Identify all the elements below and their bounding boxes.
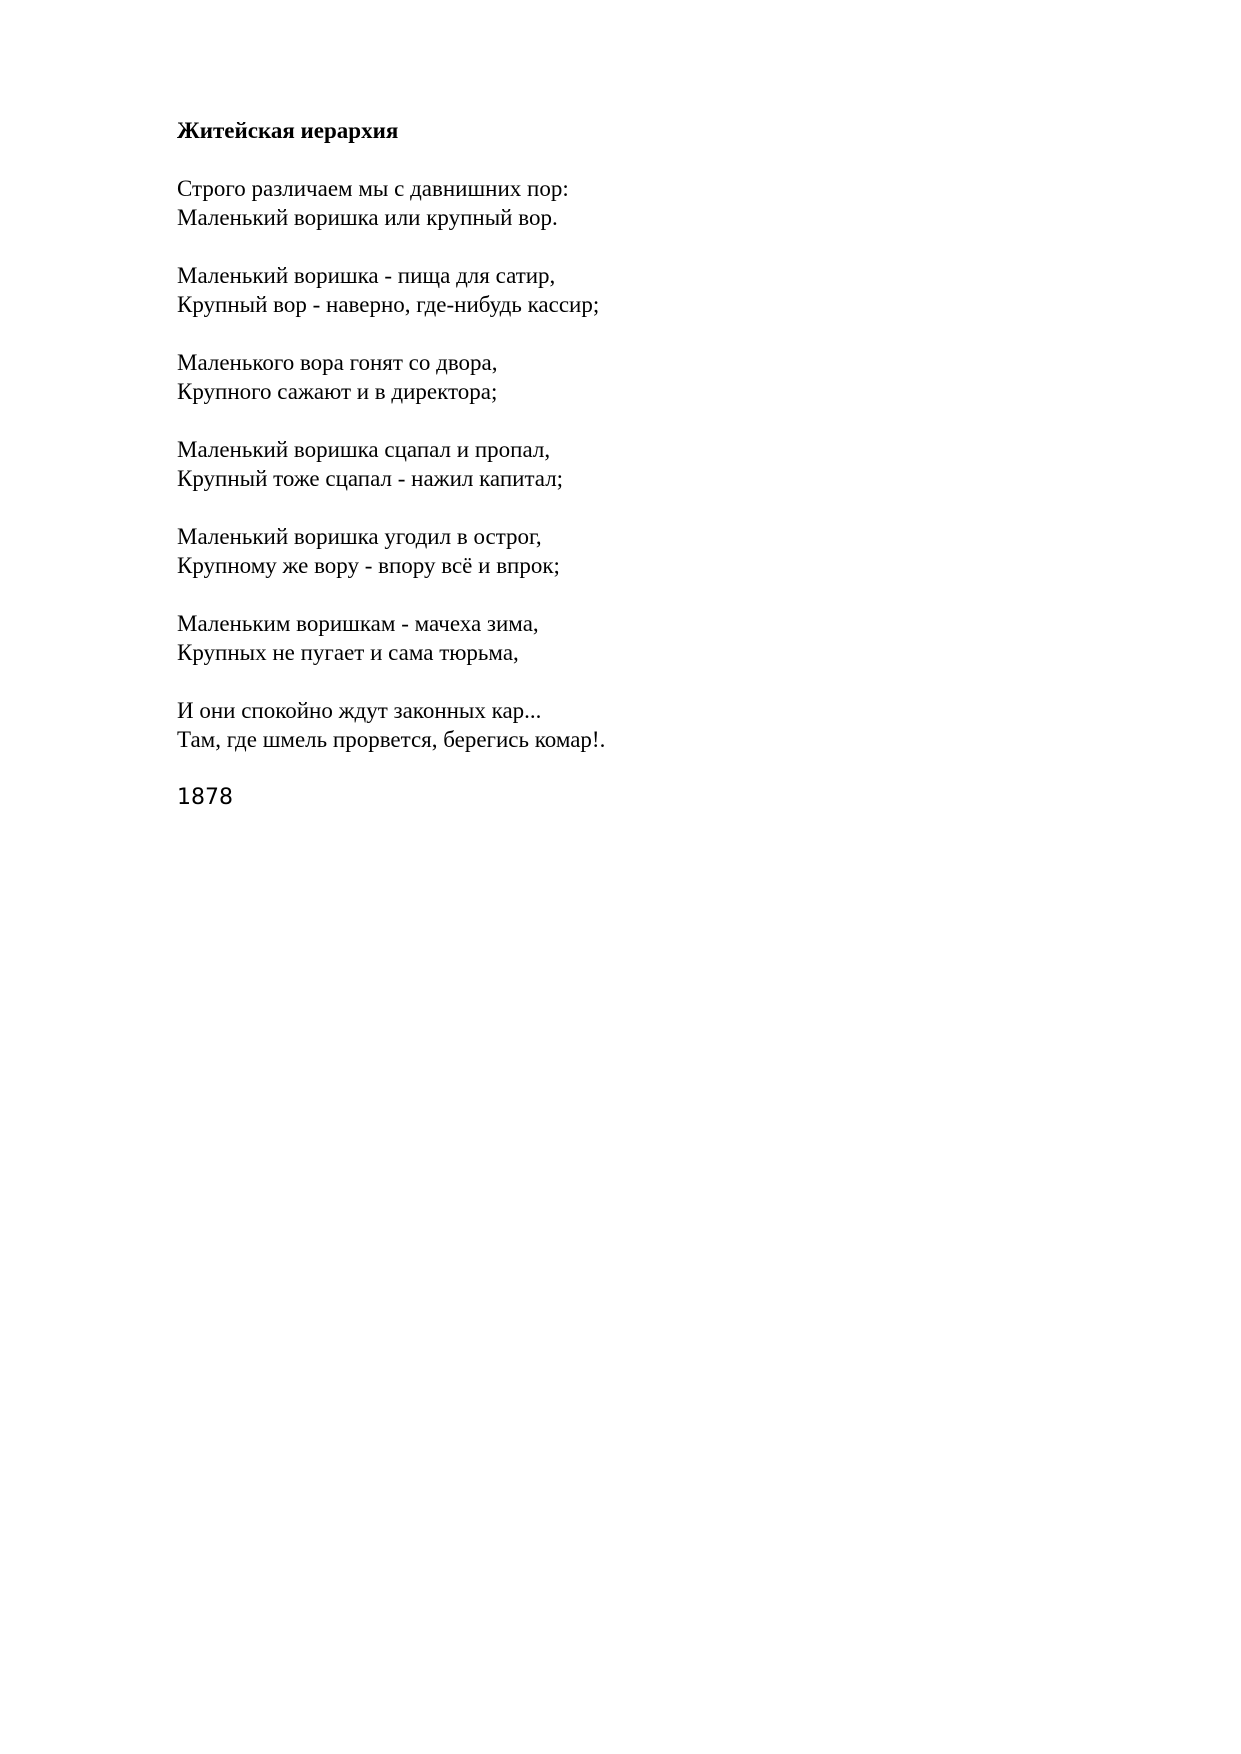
poem-line: Крупных не пугает и сама тюрьма, bbox=[177, 640, 519, 665]
poem-year: 1878 bbox=[177, 785, 233, 810]
poem-line: Крупный вор - наверно, где-нибудь кассир; bbox=[177, 292, 600, 317]
poem-line: Крупного сажают и в директора; bbox=[177, 379, 498, 404]
stanza-4 bbox=[177, 435, 1077, 493]
stanza-1 bbox=[177, 174, 1077, 232]
poem-line: Маленький воришка или крупный вор. bbox=[177, 205, 558, 230]
poem-title: Житейская иерархия bbox=[177, 118, 399, 143]
poem-line: Крупный тоже сцапал - нажил капитал; bbox=[177, 466, 564, 491]
poem-line: Там, где шмель прорвется, берегись комар!. bbox=[177, 727, 606, 752]
poem-content bbox=[177, 116, 1077, 812]
poem-line: Крупному же вору - впору всё и впрок; bbox=[177, 553, 560, 578]
stanza-7 bbox=[177, 696, 1077, 754]
stanza-2 bbox=[177, 261, 1077, 319]
poem-line: Маленький воришка сцапал и пропал, bbox=[177, 437, 551, 462]
poem-line: И они спокойно ждут законных кар... bbox=[177, 698, 542, 723]
poem-line: Маленького вора гонят со двора, bbox=[177, 350, 498, 375]
stanza-3 bbox=[177, 348, 1077, 406]
poem-line: Маленький воришка - пища для сатир, bbox=[177, 263, 556, 288]
stanza-6 bbox=[177, 609, 1077, 667]
stanza-5 bbox=[177, 522, 1077, 580]
poem-line: Строго различаем мы с давнишних пор: bbox=[177, 176, 569, 201]
poem-line: Маленький воришка угодил в острог, bbox=[177, 524, 542, 549]
poem-line: Маленьким воришкам - мачеха зима, bbox=[177, 611, 539, 636]
